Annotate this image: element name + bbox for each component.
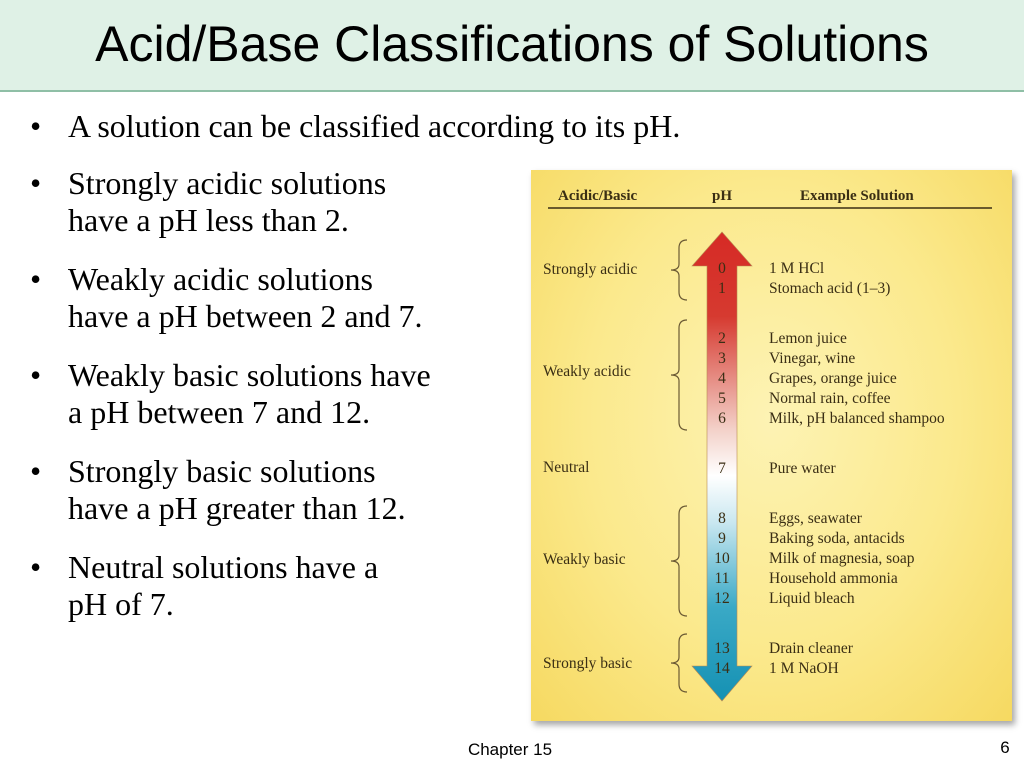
example-solution: Normal rain, coffee	[769, 390, 891, 407]
bullet-marker: •	[30, 453, 42, 489]
bullet-item	[28, 108, 888, 145]
example-solution: Milk, pH balanced shampoo	[769, 410, 945, 427]
ph-scale-svg	[531, 170, 1012, 721]
category-label: Weakly basic	[543, 551, 626, 568]
example-solution: Eggs, seawater	[769, 510, 862, 527]
ph-value: 5	[718, 390, 726, 407]
category-column	[543, 261, 637, 672]
page-number: 6	[1000, 738, 1010, 757]
category-label: Neutral	[543, 459, 590, 476]
example-solution: Stomach acid (1–3)	[769, 280, 891, 297]
ph-value: 4	[718, 370, 726, 387]
title-bar	[0, 0, 1024, 92]
ph-value: 11	[714, 570, 730, 587]
ph-value: 0	[718, 260, 726, 277]
header-class: Acidic/Basic	[558, 188, 638, 204]
bullet-text: A solution can be classified according to its pH.	[68, 108, 681, 144]
ph-value: 14	[714, 660, 730, 677]
ph-value: 12	[714, 590, 730, 607]
bullet-item	[28, 165, 528, 239]
ph-value: 1	[718, 280, 726, 297]
category-label: Strongly acidic	[543, 261, 638, 278]
bullet-marker: •	[30, 165, 42, 201]
example-column	[769, 260, 945, 677]
example-solution: Drain cleaner	[769, 640, 853, 657]
example-solution: Vinegar, wine	[769, 350, 856, 367]
example-solution: Lemon juice	[769, 330, 847, 347]
category-brace	[671, 506, 687, 616]
bullet-item	[28, 453, 528, 527]
category-brace	[671, 320, 687, 430]
bullet-line: a pH between 7 and 12.	[68, 394, 371, 430]
example-solution: 1 M NaOH	[769, 660, 839, 677]
example-solution: 1 M HCl	[769, 260, 825, 277]
brace-group	[671, 240, 687, 692]
example-solution: Baking soda, antacids	[769, 530, 905, 547]
example-solution: Milk of magnesia, soap	[769, 550, 915, 567]
ph-value: 6	[718, 410, 726, 427]
bullet-marker: •	[30, 108, 42, 144]
ph-value: 7	[718, 460, 726, 477]
bullet-line: have a pH between 2 and 7.	[68, 298, 423, 334]
category-brace	[671, 634, 687, 692]
category-brace	[671, 240, 687, 300]
header-ph: pH	[711, 188, 733, 204]
bullet-line: Weakly acidic solutions	[68, 261, 373, 297]
bullet-marker: •	[30, 357, 42, 393]
bullet-line: have a pH greater than 12.	[68, 490, 406, 526]
ph-value: 2	[718, 330, 726, 347]
bullet-line: Neutral solutions have a	[68, 549, 379, 585]
bullet-marker: •	[30, 549, 42, 585]
bullet-item	[28, 549, 528, 623]
bullet-line: Weakly basic solutions have	[68, 357, 431, 393]
bullet-item	[28, 261, 528, 335]
example-solution: Liquid bleach	[769, 590, 855, 607]
bullet-line: Strongly basic solutions	[68, 453, 376, 489]
header-example: Example Solution	[800, 188, 914, 204]
ph-value: 13	[714, 640, 730, 657]
ph-value: 3	[718, 350, 726, 367]
bullet-marker: •	[30, 261, 42, 297]
bullet-item	[28, 357, 528, 431]
bullet-line: Strongly acidic solutions	[68, 165, 387, 201]
ph-value: 10	[714, 550, 730, 567]
example-solution: Grapes, orange juice	[769, 370, 897, 387]
ph-scale-figure	[531, 170, 1012, 721]
category-label: Strongly basic	[543, 655, 633, 672]
example-solution: Household ammonia	[769, 570, 898, 587]
category-label: Weakly acidic	[543, 363, 631, 380]
footer-chapter: Chapter 15	[467, 740, 553, 759]
ph-value: 9	[718, 530, 726, 547]
bullet-line: pH of 7.	[68, 586, 174, 622]
ph-value: 8	[718, 510, 726, 527]
slide-title: Acid/Base Classifications of Solutions	[95, 16, 929, 72]
example-solution: Pure water	[769, 460, 836, 477]
bullet-line: have a pH less than 2.	[68, 202, 349, 238]
